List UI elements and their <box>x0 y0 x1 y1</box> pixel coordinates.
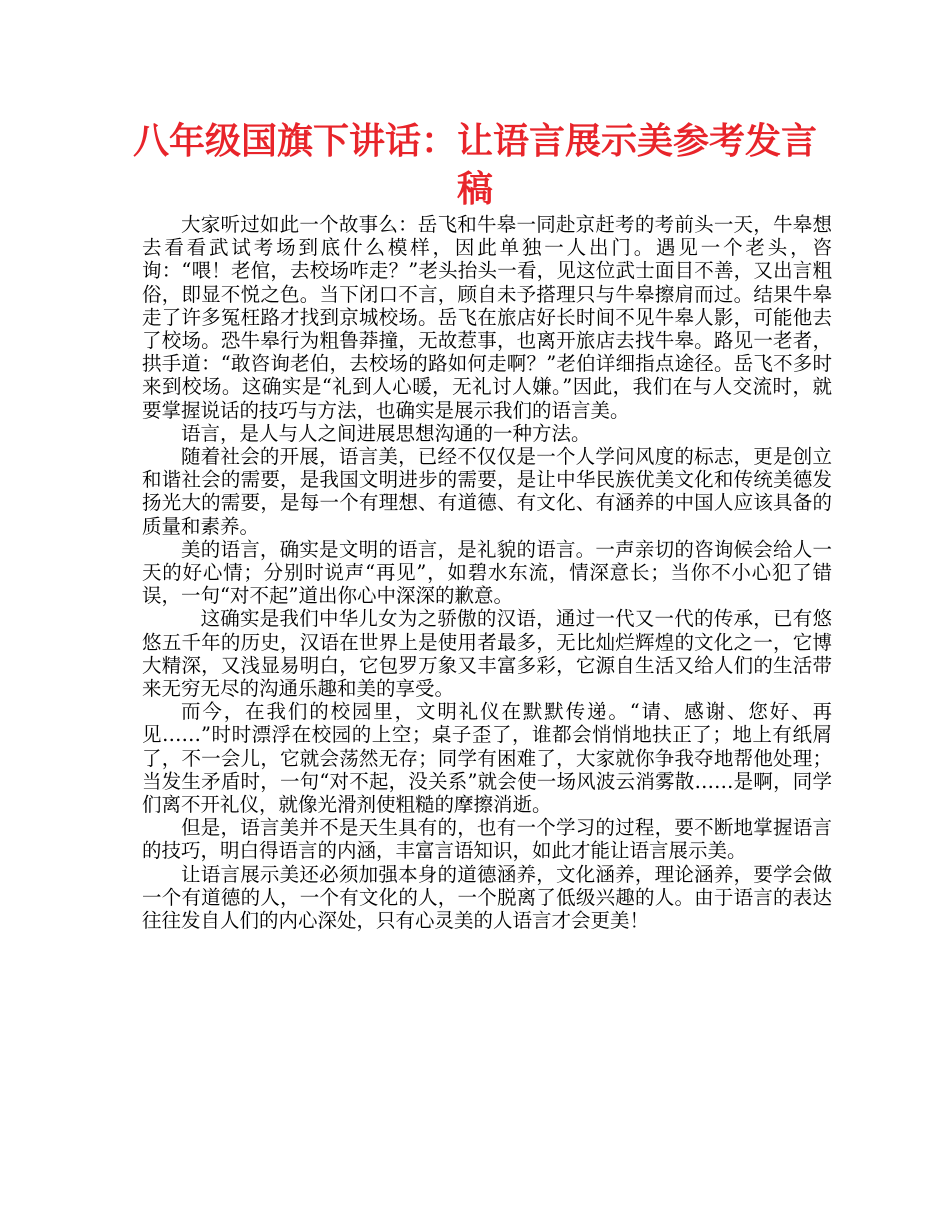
paragraph-definition: 语言，是人与人之间进展思想沟通的一种方法。 <box>181 421 591 445</box>
paragraph-learning: 但是，语言美并不是天生具有的，也有一个学习的过程，要不断地掌握语言的技巧，明白得语言的内涵，丰富言语知识，如此才能让语言展示美。 <box>142 816 832 863</box>
page-title: 八年级国旗下讲话：让语言展示美参考发言稿 <box>132 121 817 210</box>
paragraph-civility: 美的语言，确实是文明的语言，是礼貌的语言。一声亲切的咨询候会给人一天的好心情；分别时说声“再见”，如碧水东流，情深意长；当你不小心犯了错误，一句“对不起”道出你心中深深的歉意。 <box>142 537 832 608</box>
paragraph-story: 大家听过如此一个故事么：岳飞和牛皋一同赴京赶考的考前头一天，牛皋想去看看武试考场到底什么模样，因此单独一人出门。遇见一个老头，咨询：“喂！老倌，去校场咋走？”老头抬头一看，见这位武士面目不善，又出言粗俗，即显不悦之色。当下闭口不言，顾自未予搭理只与牛皋擦肩而过。结果牛皋走了许多冤枉路才找到京城校场。岳飞在旅店好长时间不见牛皋人影，可能他去了校场。恐牛皋行为粗鲁莽撞，无故惹事，也离开旅店去找牛皋。路见一老者，拱手道：“敢咨询老伯，去校场的路如何走啊？”老伯详细指点途径。岳飞不多时来到校场。这确实是“礼到人心暖，无礼讨人嫌。”因此，我们在与人交流时，就要掌握说话的技巧与方法，也确实是展示我们的语言美。 <box>142 213 832 422</box>
paragraph-society: 随着社会的开展，语言美，已经不仅仅是一个人学问风度的标志，更是创立和谐社会的需要，是我国文明进步的需要，是让中华民族优美文化和传统美德发扬光大的需要，是每一个有理想、有道德、有文化、有涵养的中国人应该具备的质量和素养。 <box>142 445 832 538</box>
paragraph-conclusion: 让语言展示美还必须加强本身的道德涵养，文化涵养，理论涵养，要学会做一个有道德的人，一个有文化的人，一个脱离了低级兴趣的人。由于语言的表达往往发自人们的内心深处，只有心灵美的人语言才会更美！ <box>142 862 832 933</box>
paragraph-chinese-language: 这确实是我们中华儿女为之骄傲的汉语，通过一代又一代的传承，已有悠悠五千年的历史，汉语在世界上是使用者最多，无比灿烂辉煌的文化之一，它博大精深，又浅显易明白，它包罗万象又丰富多彩，它源自生活又给人们的生活带来无穷无尽的沟通乐趣和美的享受。 <box>142 607 832 701</box>
document-body <box>142 213 832 932</box>
paragraph-campus: 而今，在我们的校园里，文明礼仪在默默传递。“请、感谢、您好、再见……”时时漂浮在校园的上空；桌子歪了，谁都会悄悄地扶正了；地上有纸屑了，不一会儿，它就会荡然无存；同学有困难了，大家就你争我夺地帮他处理；当发生矛盾时，一句“对不起，没关系”就会使一场风波云消雾散……是啊，同学们离不开礼仪，就像光滑剂使粗糙的摩擦消逝。 <box>142 700 832 817</box>
